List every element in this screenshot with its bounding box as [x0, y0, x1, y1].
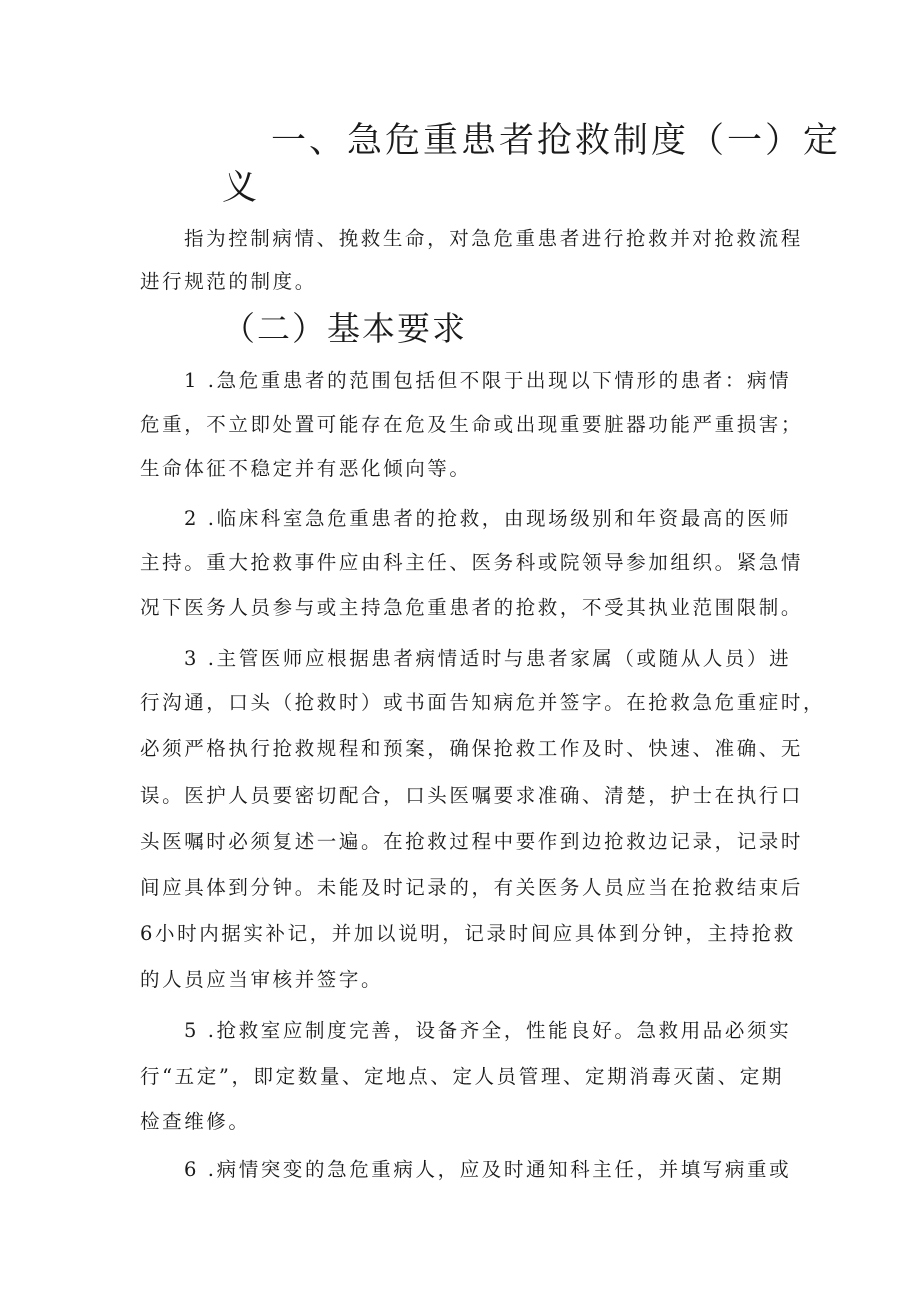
definition-line-2: 进行规范的制度。 [140, 270, 317, 293]
item-2-line-2: 主持。重大抢救事件应由科主任、医务科或院领导参加组织。紧急情 [140, 551, 804, 574]
item-1-line-1: 1 .急危重患者的范围包括但不限于出现以下情形的患者：病情 [184, 369, 792, 392]
item-2-line-3: 况下医务人员参与或主持急危重患者的抢救，不受其执业范围限制。 [140, 596, 804, 619]
item-3-line-5: 头医嘱时必须复述一遍。在抢救过程中要作到边抢救边记录，记录时 [140, 830, 804, 853]
item-1-line-2: 危重，不立即处置可能存在危及生命或出现重要脏器功能严重损害； [140, 413, 804, 436]
item-6-line-1: 6 .病情突变的急危重病人，应及时通知科主任，并填写病重或 [184, 1158, 792, 1181]
item-5-line-1: 5 .抢救室应制度完善，设备齐全，性能良好。急救用品必须实 [184, 1019, 792, 1042]
item-1-line-3: 生命体征不稳定并有恶化倾向等。 [140, 457, 472, 480]
item-3-line-7: 6小时内据实补记，并加以说明，记录时间应具体到分钟，主持抢救 [140, 922, 796, 945]
item-3-line-4: 误。医护人员要密切配合，口头医嘱要求准确、清楚，护士在执行口 [140, 784, 804, 807]
definition-line-1: 指为控制病情、挽救生命，对急危重患者进行抢救并对抢救流程 [184, 227, 803, 250]
item-3-line-6: 间应具体到分钟。未能及时记录的，有关医务人员应当在抢救结束后 [140, 876, 804, 899]
item-5-line-2: 行“五定”，即定数量、定地点、定人员管理、定期消毒灭菌、定期 [140, 1065, 784, 1088]
section-heading-basic-requirements: （二）基本要求 [222, 309, 467, 348]
item-3-line-1: 3 .主管医师应根据患者病情适时与患者家属（或随从人员）进 [184, 647, 792, 670]
item-5-line-3: 检查维修。 [140, 1110, 251, 1133]
document-title-line-2: 义 [222, 168, 261, 208]
document-title-line-1: 一、急危重患者抢救制度（一）定 [271, 121, 842, 161]
item-3-line-8: 的人员应当审核并签字。 [140, 968, 384, 991]
item-3-line-3: 必须严格执行抢救规程和预案，确保抢救工作及时、快速、准确、无 [140, 737, 804, 760]
item-3-line-2: 行沟通，口头（抢救时）或书面告知病危并签字。在抢救急危重症时， [140, 691, 826, 714]
item-2-line-1: 2 .临床科室急危重患者的抢救，由现场级别和年资最高的医师 [184, 507, 792, 530]
